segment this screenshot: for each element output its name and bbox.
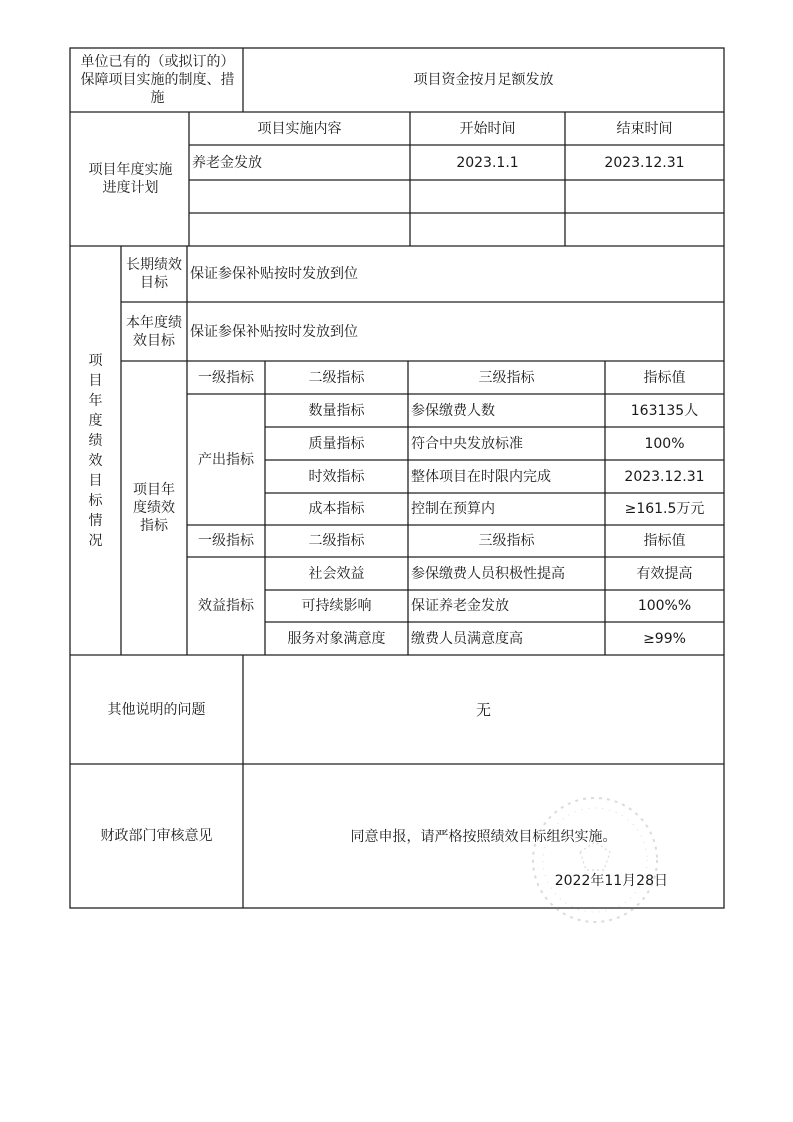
table-row-value: 2023.12.31 — [624, 468, 705, 485]
schedule-row-end: 2023.12.31 — [604, 154, 685, 171]
header-value: 指标值 — [643, 369, 686, 386]
performance-label: 项目年度绩效目标情况 — [88, 352, 103, 549]
output-indicator-label: 产出指标 — [198, 451, 254, 468]
header-value: 指标值 — [643, 533, 686, 549]
table-row-value: 100%% — [637, 598, 692, 614]
table-row-level2: 时效指标 — [308, 468, 365, 485]
measures-label: 单位已有的（或拟订的）保障项目实施的制度、措施 — [80, 54, 235, 106]
annual-label: 本年度绩效目标 — [126, 314, 182, 349]
review-opinion: 同意申报，请严格按照绩效目标组织实施。 — [350, 829, 617, 845]
long-term-value: 保证参保补贴按时发放到位 — [190, 266, 358, 282]
official-seal-icon — [520, 790, 670, 930]
table-row-value: ≥161.5万元 — [624, 501, 705, 517]
header-level3: 三级指标 — [478, 369, 535, 386]
table-row-level3: 参保缴费人员积极性提高 — [411, 565, 565, 582]
schedule-row-content: 养老金发放 — [192, 154, 262, 171]
table-row-value: ≥99% — [643, 630, 686, 647]
table-row-level2: 成本指标 — [308, 501, 365, 517]
table-row-level3: 缴费人员满意度高 — [411, 630, 523, 647]
table-row-level3: 保证养老金发放 — [411, 598, 509, 614]
header-level2: 二级指标 — [308, 369, 365, 386]
schedule-header-start: 开始时间 — [459, 120, 516, 137]
table-row-level2: 数量指标 — [308, 402, 365, 419]
header-level2: 二级指标 — [308, 533, 365, 549]
table-row-level2: 质量指标 — [308, 435, 365, 452]
table-row-value: 100% — [644, 435, 685, 452]
table-row-level2: 社会效益 — [308, 565, 365, 582]
benefit-indicator-label: 效益指标 — [198, 598, 254, 614]
other-value: 无 — [475, 700, 491, 719]
table-row-value: 有效提高 — [636, 565, 693, 582]
measures-value: 项目资金按月足额发放 — [413, 72, 554, 88]
table-row-value: 163135人 — [630, 402, 699, 419]
indicator-label: 项目年度绩效指标 — [133, 482, 175, 534]
long-term-label: 长期绩效目标 — [126, 257, 182, 291]
table-row-level3: 控制在预算内 — [411, 501, 495, 517]
schedule-row-start: 2023.1.1 — [456, 154, 519, 171]
schedule-label: 项目年度实施进度计划 — [88, 162, 173, 196]
table-row-level2: 服务对象满意度 — [287, 630, 386, 647]
header-level3: 三级指标 — [478, 533, 535, 549]
header-level1: 一级指标 — [198, 533, 254, 549]
table-row-level3: 参保缴费人数 — [411, 402, 495, 419]
other-label: 其他说明的问题 — [107, 701, 206, 718]
schedule-header-content: 项目实施内容 — [257, 120, 342, 137]
annual-value: 保证参保补贴按时发放到位 — [190, 323, 358, 340]
table-row-level2: 可持续影响 — [301, 598, 372, 614]
schedule-header-end: 结束时间 — [616, 120, 673, 137]
table-row-level3: 符合中央发放标准 — [411, 435, 523, 452]
table-row-level3: 整体项目在时限内完成 — [411, 468, 551, 485]
review-date: 2022年11月28日 — [554, 873, 668, 889]
review-label: 财政部门审核意见 — [100, 828, 213, 844]
header-level1: 一级指标 — [198, 369, 254, 386]
